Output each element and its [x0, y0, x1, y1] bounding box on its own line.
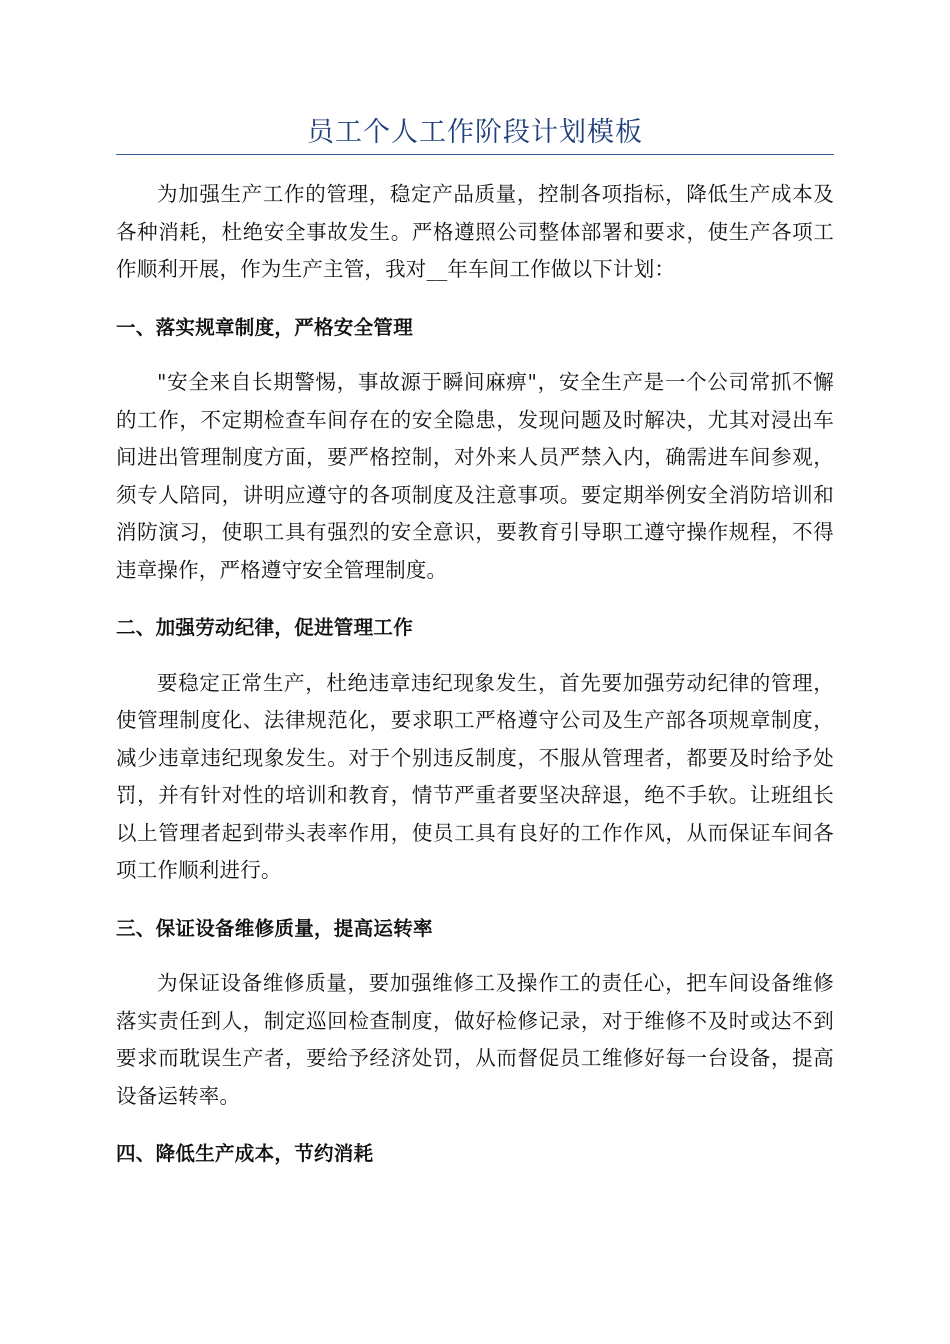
- section-heading-3: 三、保证设备维修质量，提高运转率: [116, 916, 433, 940]
- page-title: 员工个人工作阶段计划模板: [307, 117, 643, 148]
- section-heading-2: 二、加强劳动纪律，促进管理工作: [116, 616, 414, 639]
- section-heading-1: 一、落实规章制度，严格安全管理: [116, 315, 414, 339]
- document-body: [116, 176, 834, 1173]
- title-underline: [116, 154, 834, 155]
- section-body-2: 要稳定正常生产，杜绝违章违纪现象发生，首先要加强劳动纪律的管理，使管理制度化、法律规范化，要求职工严格遵守公司及生产部各项规章制度，减少违章违纪现象发生。对于个别违反制度，不服从管理者，都要及时给予处罚，并有针对性的培训和教育，情节严重者要坚决辞退，绝不手软。让班组长以上管理者起到带头表率作用，使员工具有良好的工作作风，从而保证车间各项工作顺利进行。: [116, 670, 834, 882]
- section-body-1: "安全来自长期警惕，事故源于瞬间麻痹"，安全生产是一个公司常抓不懈的工作，不定期检查车间存在的安全隐患，发现问题及时解决，尤其对浸出车间进出管理制度方面，要严格控制，对外来人员严禁入内，确需进车间参观，须专人陪同，讲明应遵守的各项制度及注意事项。要定期举例安全消防培训和消防演习，使职工具有强烈的安全意识，要教育引导职工遵守操作规程，不得违章操作，严格遵守安全管理制度。: [116, 370, 834, 582]
- section-heading-4: 四、降低生产成本，节约消耗: [116, 1142, 374, 1165]
- section-body-3: 为保证设备维修质量，要加强维修工及操作工的责任心，把车间设备维修落实责任到人，制定巡回检查制度，做好检修记录，对于维修不及时或达不到要求而耽误生产者，要给予经济处罚，从而督促员工维修好每一台设备，提高设备运转率。: [116, 971, 834, 1108]
- intro-paragraph: 为加强生产工作的管理，稳定产品质量，控制各项指标，降低生产成本及各种消耗，杜绝安全事故发生。严格遵照公司整体部署和要求，使生产各项工作顺利开展，作为生产主管，我对__年车间工作做以下计划：: [116, 182, 834, 281]
